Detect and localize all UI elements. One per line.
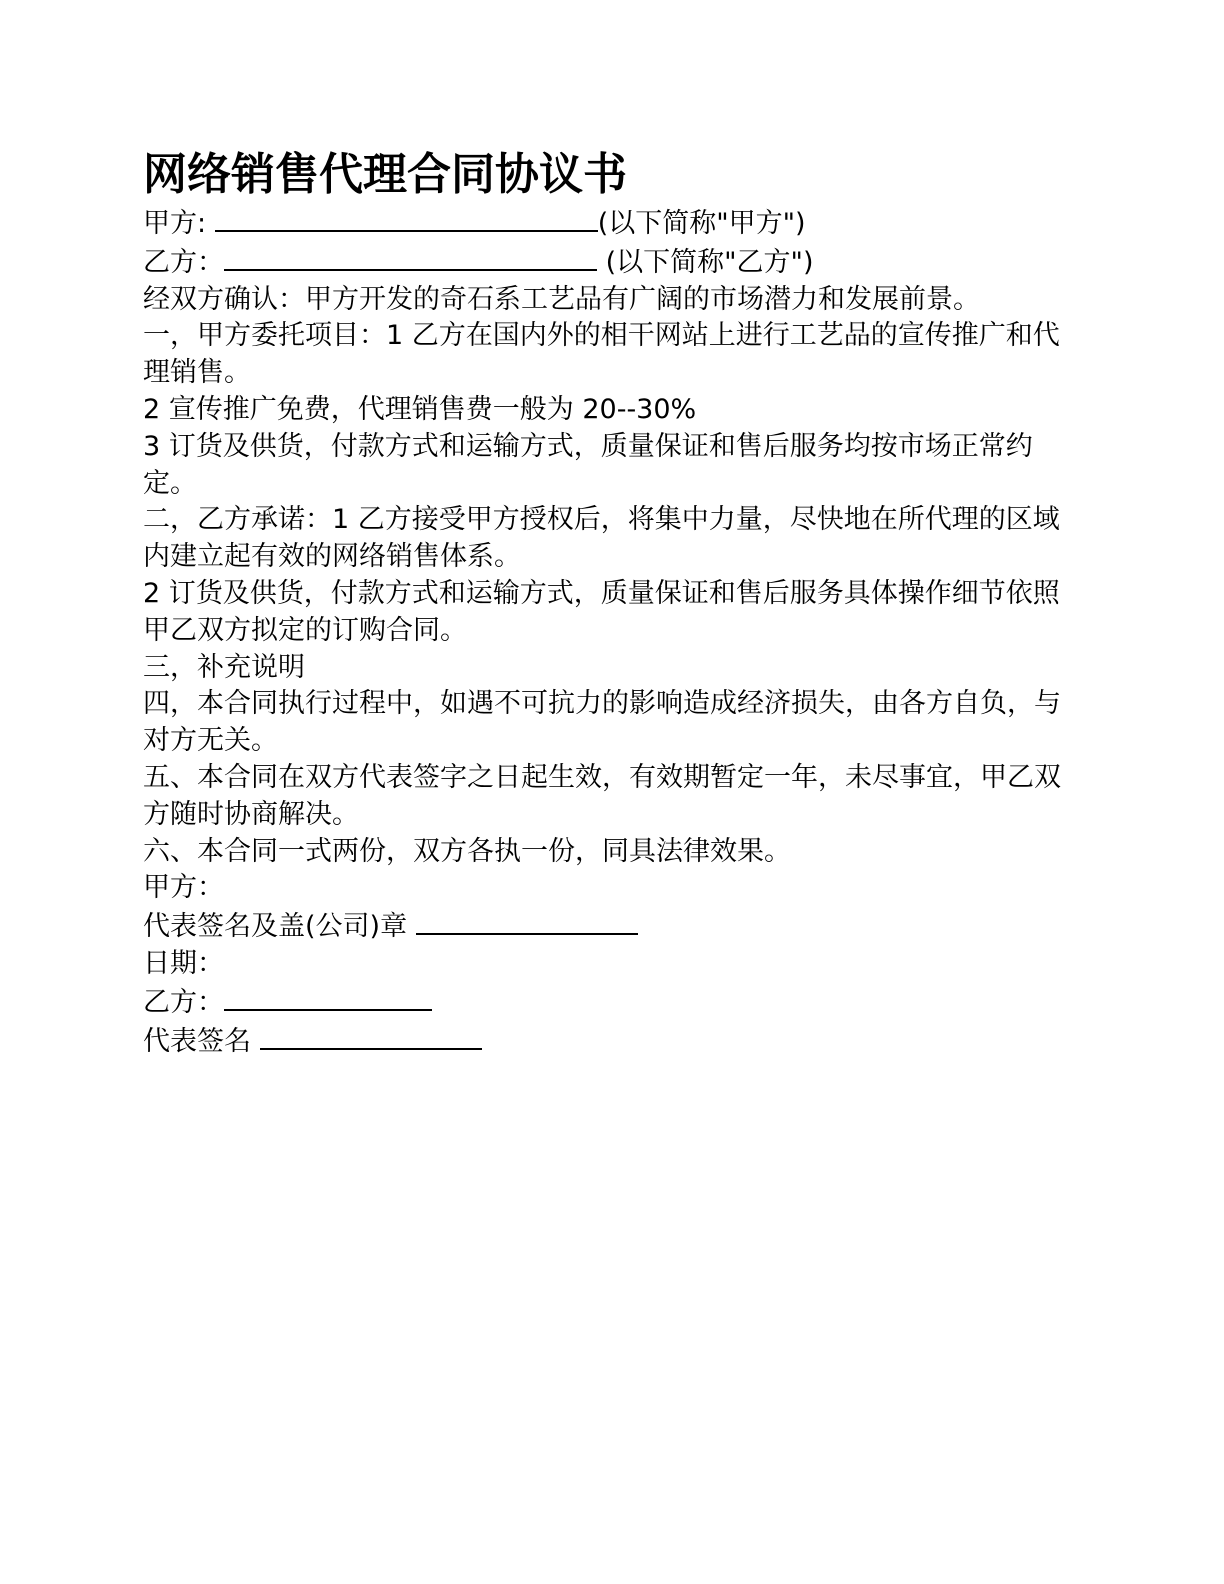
paragraph: 经双方确认：甲方开发的奇石系工艺品有广阔的市场潜力和发展前景。 <box>143 283 980 315</box>
rep-seal-blank <box>416 907 638 935</box>
party-b-prefix: 乙方： <box>143 246 224 278</box>
paragraph: 3 订货及供货，付款方式和运输方式，质量保证和售后服务均按市场正常约定。 <box>143 430 1033 499</box>
party-b-blank <box>224 243 597 271</box>
paragraph: 2 订货及供货，付款方式和运输方式，质量保证和售后服务具体操作细节依照甲乙双方拟定的订购合同。 <box>143 577 1060 646</box>
signature-rep-line <box>143 1022 1073 1061</box>
rep-sign-blank <box>260 1022 482 1050</box>
party-a-line <box>143 204 1073 243</box>
signature-party-a-label: 甲方： <box>143 872 224 904</box>
document-title: 网络销售代理合同协议书 <box>143 149 627 200</box>
rep-sign-label: 代表签名 <box>143 1025 260 1057</box>
paragraph: 一，甲方委托项目：1 乙方在国内外的相干网站上进行工艺品的宣传推广和代理销售。 <box>143 320 1060 389</box>
party-b-sign-label: 乙方： <box>143 986 224 1018</box>
party-b-sign-blank <box>224 983 432 1011</box>
contract-page <box>143 146 1073 1060</box>
party-a-suffix: (以下简称"甲方") <box>597 208 806 239</box>
signature-party-b-line <box>143 983 1073 1022</box>
party-a-blank <box>215 204 598 232</box>
signature-date-label: 日期： <box>143 947 224 979</box>
signature-party-a-rep-line <box>143 907 1073 946</box>
rep-seal-label: 代表签名及盖(公司)章 <box>143 911 416 943</box>
paragraph: 四，本合同执行过程中，如遇不可抗力的影响造成经济损失，由各方自负，与对方无关。 <box>143 688 1061 757</box>
party-a-prefix: 甲方: <box>143 208 215 239</box>
paragraph: 六、本合同一式两份，双方各执一份，同具法律效果。 <box>143 835 791 867</box>
paragraph: 五、本合同在双方代表签字之日起生效，有效期暂定一年，未尽事宜，甲乙双方随时协商解决。 <box>143 761 1061 830</box>
party-b-line <box>143 243 1073 282</box>
paragraph: 二，乙方承诺：1 乙方接受甲方授权后，将集中力量，尽快地在所代理的区域内建立起有效的网络销售体系。 <box>143 504 1060 573</box>
paragraph: 2 宣传推广免费，代理销售费一般为 20--30% <box>143 393 697 425</box>
party-b-suffix: (以下简称"乙方") <box>597 246 814 278</box>
paragraph: 三，补充说明 <box>143 651 305 683</box>
